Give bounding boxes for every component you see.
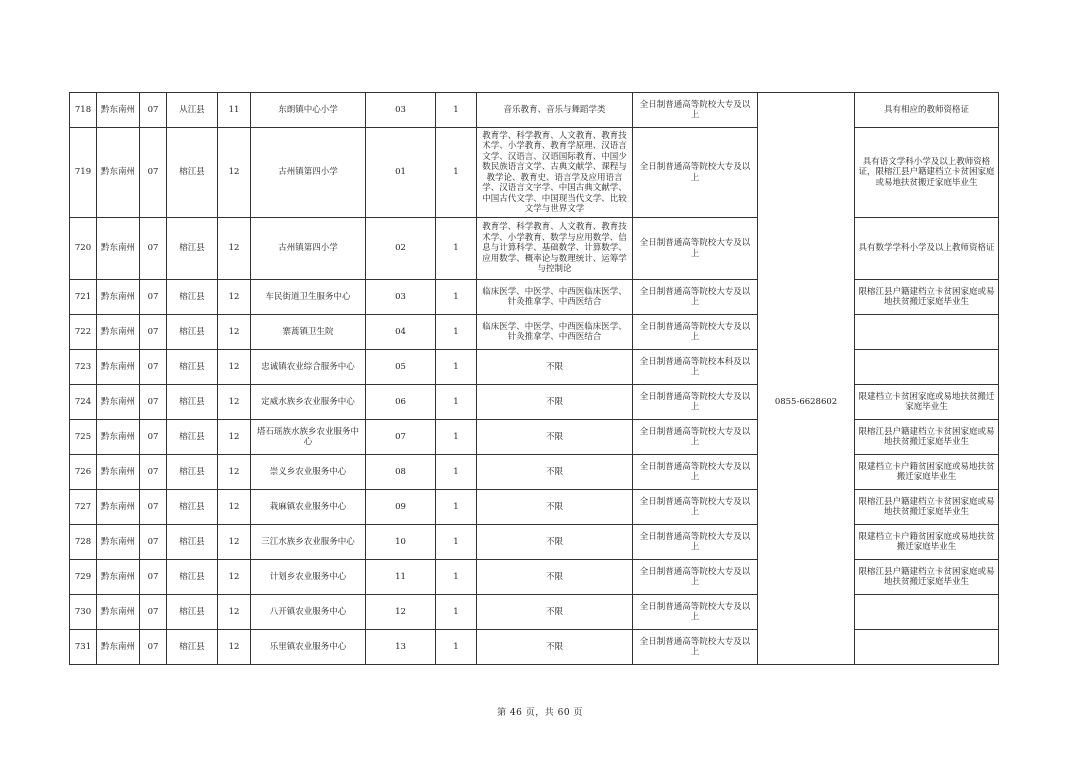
table-row	[70, 93, 999, 128]
position-code-cell: 08	[366, 455, 436, 490]
education-requirement-cell: 全日制普通高等院校大专及以上	[633, 560, 758, 595]
county-code-cell: 12	[218, 128, 251, 218]
notes-cell	[855, 595, 999, 630]
hire-count-cell: 1	[436, 218, 477, 280]
unit-name-cell: 八开镇农业服务中心	[251, 595, 366, 630]
row-number-cell: 726	[70, 455, 97, 490]
education-requirement-cell: 全日制普通高等院校本科及以上	[633, 350, 758, 385]
table-row	[70, 560, 999, 595]
region-name-cell: 黔东南州	[97, 93, 140, 128]
row-number-cell: 723	[70, 350, 97, 385]
region-code-cell: 07	[140, 218, 167, 280]
contact-phone-cell	[758, 420, 855, 455]
region-name-cell: 黔东南州	[97, 420, 140, 455]
position-code-cell: 12	[366, 595, 436, 630]
education-requirement-cell: 全日制普通高等院校大专及以上	[633, 315, 758, 350]
region-code-cell: 07	[140, 595, 167, 630]
unit-name-cell: 崇义乡农业服务中心	[251, 455, 366, 490]
contact-phone-cell	[758, 560, 855, 595]
notes-cell: 限榕江县户籍建档立卡贫困家庭或易地扶贫搬迁家庭毕业生	[855, 420, 999, 455]
notes-cell	[855, 630, 999, 665]
position-code-cell: 05	[366, 350, 436, 385]
notes-cell: 具有语文学科小学及以上教师资格证，限榕江县户籍建档立卡贫困家庭或易地扶贫搬迁家庭毕业生	[855, 128, 999, 218]
county-name-cell: 榕江县	[167, 455, 218, 490]
education-requirement-cell: 全日制普通高等院校大专及以上	[633, 280, 758, 315]
hire-count-cell: 1	[436, 560, 477, 595]
position-code-cell: 01	[366, 128, 436, 218]
unit-name-cell: 忠诚镇农业综合服务中心	[251, 350, 366, 385]
county-name-cell: 从江县	[167, 93, 218, 128]
county-code-cell: 12	[218, 385, 251, 420]
row-number-cell: 728	[70, 525, 97, 560]
region-name-cell: 黔东南州	[97, 350, 140, 385]
table-row	[70, 218, 999, 280]
hire-count-cell: 1	[436, 315, 477, 350]
contact-phone-cell	[758, 218, 855, 280]
unit-name-cell: 三江水族乡农业服务中心	[251, 525, 366, 560]
region-name-cell: 黔东南州	[97, 560, 140, 595]
hire-count-cell: 1	[436, 385, 477, 420]
education-requirement-cell: 全日制普通高等院校大专及以上	[633, 93, 758, 128]
region-code-cell: 07	[140, 93, 167, 128]
row-number-cell: 718	[70, 93, 97, 128]
region-code-cell: 07	[140, 490, 167, 525]
row-number-cell: 724	[70, 385, 97, 420]
table-row	[70, 350, 999, 385]
table-row	[70, 490, 999, 525]
position-code-cell: 09	[366, 490, 436, 525]
county-name-cell: 榕江县	[167, 420, 218, 455]
hire-count-cell: 1	[436, 280, 477, 315]
major-requirement-cell: 不限	[477, 525, 633, 560]
unit-name-cell: 古州镇第四小学	[251, 218, 366, 280]
region-name-cell: 黔东南州	[97, 525, 140, 560]
region-name-cell: 黔东南州	[97, 595, 140, 630]
county-code-cell: 12	[218, 280, 251, 315]
table-row	[70, 280, 999, 315]
contact-phone-cell	[758, 595, 855, 630]
county-code-cell: 12	[218, 455, 251, 490]
contact-phone-cell	[758, 455, 855, 490]
position-code-cell: 04	[366, 315, 436, 350]
county-code-cell: 12	[218, 420, 251, 455]
county-code-cell: 12	[218, 525, 251, 560]
contact-phone-cell	[758, 525, 855, 560]
region-code-cell: 07	[140, 420, 167, 455]
county-code-cell: 12	[218, 490, 251, 525]
table-row	[70, 128, 999, 218]
hire-count-cell: 1	[436, 525, 477, 560]
hire-count-cell: 1	[436, 630, 477, 665]
region-code-cell: 07	[140, 525, 167, 560]
region-name-cell: 黔东南州	[97, 630, 140, 665]
county-code-cell: 12	[218, 315, 251, 350]
row-number-cell: 725	[70, 420, 97, 455]
region-code-cell: 07	[140, 280, 167, 315]
table-row	[70, 595, 999, 630]
region-name-cell: 黔东南州	[97, 455, 140, 490]
county-code-cell: 12	[218, 350, 251, 385]
contact-phone-cell	[758, 280, 855, 315]
region-code-cell: 07	[140, 385, 167, 420]
major-requirement-cell: 不限	[477, 630, 633, 665]
row-number-cell: 731	[70, 630, 97, 665]
table-row	[70, 385, 999, 420]
county-name-cell: 榕江县	[167, 350, 218, 385]
education-requirement-cell: 全日制普通高等院校大专及以上	[633, 455, 758, 490]
table-row	[70, 630, 999, 665]
table-row	[70, 315, 999, 350]
row-number-cell: 720	[70, 218, 97, 280]
position-code-cell: 13	[366, 630, 436, 665]
region-code-cell: 07	[140, 630, 167, 665]
table-row	[70, 455, 999, 490]
notes-cell: 限榕江县户籍建档立卡贫困家庭或易地扶贫搬迁家庭毕业生	[855, 560, 999, 595]
major-requirement-cell: 不限	[477, 490, 633, 525]
notes-cell: 具有相应的教师资格证	[855, 93, 999, 128]
region-code-cell: 07	[140, 128, 167, 218]
notes-cell: 限建档立卡户籍贫困家庭或易地扶贫搬迁家庭毕业生	[855, 455, 999, 490]
region-code-cell: 07	[140, 455, 167, 490]
table-row	[70, 525, 999, 560]
major-requirement-cell: 教育学、科学教育、人文教育、教育技术学、小学教育、数学与应用数学、信息与计算科学、基础数学、计算数学、应用数学、概率论与数理统计、运筹学与控制论	[477, 218, 633, 280]
unit-name-cell: 定威水族乡农业服务中心	[251, 385, 366, 420]
position-code-cell: 02	[366, 218, 436, 280]
contact-phone-cell	[758, 630, 855, 665]
contact-phone-cell	[758, 93, 855, 128]
major-requirement-cell: 临床医学、中医学、中西医临床医学、针灸推拿学、中西医结合	[477, 315, 633, 350]
region-name-cell: 黔东南州	[97, 315, 140, 350]
notes-cell	[855, 315, 999, 350]
hire-count-cell: 1	[436, 350, 477, 385]
education-requirement-cell: 全日制普通高等院校大专及以上	[633, 595, 758, 630]
county-name-cell: 榕江县	[167, 280, 218, 315]
table-body	[70, 93, 999, 665]
region-code-cell: 07	[140, 315, 167, 350]
contact-phone-cell	[758, 350, 855, 385]
notes-cell: 限榕江县户籍建档立卡贫困家庭或易地扶贫搬迁家庭毕业生	[855, 490, 999, 525]
row-number-cell: 729	[70, 560, 97, 595]
row-number-cell: 727	[70, 490, 97, 525]
hire-count-cell: 1	[436, 455, 477, 490]
unit-name-cell: 车民街道卫生服务中心	[251, 280, 366, 315]
region-name-cell: 黔东南州	[97, 385, 140, 420]
region-name-cell: 黔东南州	[97, 218, 140, 280]
county-code-cell: 12	[218, 560, 251, 595]
notes-cell: 具有数学学科小学及以上教师资格证	[855, 218, 999, 280]
region-code-cell: 07	[140, 350, 167, 385]
row-number-cell: 730	[70, 595, 97, 630]
position-code-cell: 10	[366, 525, 436, 560]
page-number: 第 46 页，共 60 页	[497, 708, 583, 718]
unit-name-cell: 东朗镇中心小学	[251, 93, 366, 128]
county-name-cell: 榕江县	[167, 630, 218, 665]
county-name-cell: 榕江县	[167, 128, 218, 218]
major-requirement-cell: 不限	[477, 595, 633, 630]
table-row	[70, 420, 999, 455]
education-requirement-cell: 全日制普通高等院校大专及以上	[633, 490, 758, 525]
region-code-cell: 07	[140, 560, 167, 595]
unit-name-cell: 寨蒿镇卫生院	[251, 315, 366, 350]
notes-cell: 限建档立卡户籍贫困家庭或易地扶贫搬迁家庭毕业生	[855, 525, 999, 560]
education-requirement-cell: 全日制普通高等院校大专及以上	[633, 420, 758, 455]
major-requirement-cell: 不限	[477, 420, 633, 455]
major-requirement-cell: 临床医学、中医学、中西医临床医学、针灸推拿学、中西医结合	[477, 280, 633, 315]
county-name-cell: 榕江县	[167, 595, 218, 630]
contact-phone-cell	[758, 315, 855, 350]
notes-cell	[855, 350, 999, 385]
unit-name-cell: 乐里镇农业服务中心	[251, 630, 366, 665]
county-code-cell: 11	[218, 93, 251, 128]
notes-cell: 限榕江县户籍建档立卡贫困家庭或易地扶贫搬迁家庭毕业生	[855, 280, 999, 315]
unit-name-cell: 计划乡农业服务中心	[251, 560, 366, 595]
position-code-cell: 07	[366, 420, 436, 455]
county-name-cell: 榕江县	[167, 315, 218, 350]
row-number-cell: 721	[70, 280, 97, 315]
hire-count-cell: 1	[436, 93, 477, 128]
recruitment-table	[69, 92, 999, 665]
education-requirement-cell: 全日制普通高等院校大专及以上	[633, 128, 758, 218]
row-number-cell: 722	[70, 315, 97, 350]
major-requirement-cell: 教育学、科学教育、人文教育、教育技术学、小学教育、教育学原理、汉语言文学、汉语言、汉语国际教育、中国少数民族语言文学、古典文献学、课程与教学论、教育史、语言学及应用语言学、汉语言文字学、中国古典文献学、中国古代文学、中国现当代文学、比较文学与世界文学	[477, 128, 633, 218]
education-requirement-cell: 全日制普通高等院校大专及以上	[633, 630, 758, 665]
major-requirement-cell: 不限	[477, 385, 633, 420]
hire-count-cell: 1	[436, 595, 477, 630]
major-requirement-cell: 音乐教育、音乐与舞蹈学类	[477, 93, 633, 128]
position-code-cell: 11	[366, 560, 436, 595]
unit-name-cell: 古州镇第四小学	[251, 128, 366, 218]
hire-count-cell: 1	[436, 128, 477, 218]
region-name-cell: 黔东南州	[97, 490, 140, 525]
education-requirement-cell: 全日制普通高等院校大专及以上	[633, 218, 758, 280]
row-number-cell: 719	[70, 128, 97, 218]
hire-count-cell: 1	[436, 420, 477, 455]
education-requirement-cell: 全日制普通高等院校大专及以上	[633, 385, 758, 420]
major-requirement-cell: 不限	[477, 455, 633, 490]
region-name-cell: 黔东南州	[97, 280, 140, 315]
county-code-cell: 12	[218, 595, 251, 630]
region-name-cell: 黔东南州	[97, 128, 140, 218]
contact-phone-cell	[758, 490, 855, 525]
unit-name-cell: 塔石瑶族水族乡农业服务中心	[251, 420, 366, 455]
county-name-cell: 榕江县	[167, 385, 218, 420]
position-code-cell: 06	[366, 385, 436, 420]
county-code-cell: 12	[218, 218, 251, 280]
major-requirement-cell: 不限	[477, 350, 633, 385]
notes-cell: 限建档立卡贫困家庭或易地扶贫搬迁家庭毕业生	[855, 385, 999, 420]
unit-name-cell: 栽麻镇农业服务中心	[251, 490, 366, 525]
county-name-cell: 榕江县	[167, 218, 218, 280]
county-name-cell: 榕江县	[167, 560, 218, 595]
county-name-cell: 榕江县	[167, 490, 218, 525]
contact-phone-cell: 0855-6628602	[758, 385, 855, 420]
county-code-cell: 12	[218, 630, 251, 665]
education-requirement-cell: 全日制普通高等院校大专及以上	[633, 525, 758, 560]
position-code-cell: 03	[366, 93, 436, 128]
position-code-cell: 03	[366, 280, 436, 315]
county-name-cell: 榕江县	[167, 525, 218, 560]
hire-count-cell: 1	[436, 490, 477, 525]
contact-phone-cell	[758, 128, 855, 218]
major-requirement-cell: 不限	[477, 560, 633, 595]
